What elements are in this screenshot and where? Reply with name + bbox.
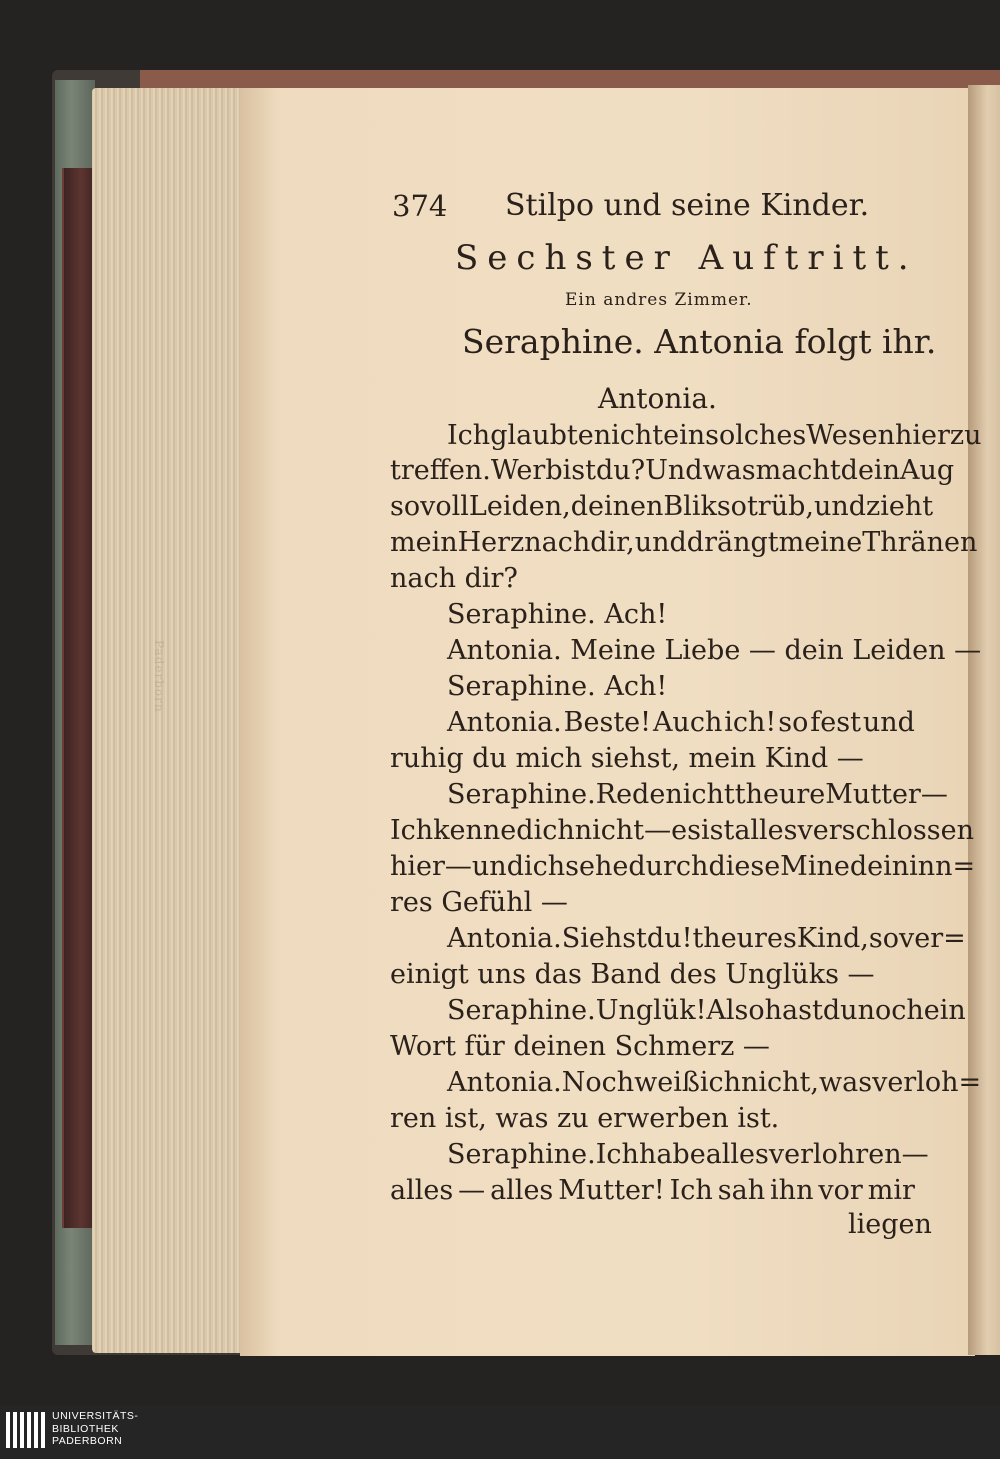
footer-bar — [0, 1405, 1000, 1459]
word: Und — [645, 455, 703, 486]
word: diese — [708, 851, 781, 882]
text-line: nach dir? — [390, 563, 518, 594]
word: und — [813, 491, 867, 522]
word: nach — [524, 527, 591, 558]
word: du? — [595, 455, 646, 486]
word: verschlossen — [797, 815, 974, 846]
word: sehe — [565, 851, 629, 882]
word: Ich — [447, 420, 491, 451]
text-line — [447, 1139, 929, 1171]
word: dich — [516, 815, 575, 846]
text-line — [390, 1175, 915, 1207]
word: ein — [923, 995, 966, 1026]
word: weiß — [634, 1067, 700, 1098]
word: nicht, — [741, 1067, 819, 1098]
word: alles — [390, 1175, 454, 1206]
word: du! — [646, 923, 693, 954]
scene-setting: Ein andres Zimmer. — [565, 290, 753, 310]
word: Unglük! — [595, 995, 707, 1026]
word: solches — [705, 420, 807, 451]
characters-line: Seraphine. Antonia folgt ihr. — [462, 322, 937, 361]
word: ich! — [724, 707, 777, 738]
text-line — [447, 1067, 982, 1099]
word: alles — [490, 1175, 554, 1206]
text-line — [390, 527, 978, 559]
text-line: ren ist, was zu erwerben ist. — [390, 1103, 780, 1134]
word: sah — [717, 1175, 766, 1206]
word: alles — [705, 1139, 769, 1170]
library-line-3: PADERBORN — [52, 1435, 123, 1447]
library-logo-icon — [6, 1410, 46, 1450]
word: Beste! — [563, 707, 651, 738]
word: kenne — [433, 815, 517, 846]
word: so — [868, 923, 899, 954]
word: dein — [849, 851, 910, 882]
word: und — [862, 707, 915, 738]
catchword: liegen — [848, 1209, 932, 1240]
text-line — [447, 995, 966, 1027]
word: ihn — [770, 1175, 814, 1206]
word: Auch — [652, 707, 723, 738]
word: es — [671, 815, 701, 846]
word: hier — [894, 420, 950, 451]
word: — — [444, 851, 472, 882]
word: so — [716, 491, 747, 522]
word: zu — [949, 420, 982, 451]
word: Mutter — [825, 779, 921, 810]
text-line — [390, 455, 955, 487]
word: — — [901, 1139, 929, 1170]
word: so — [778, 707, 809, 738]
word: Noch — [561, 1067, 635, 1098]
word: Siehst — [561, 923, 647, 954]
word: — — [644, 815, 672, 846]
word: ich — [699, 1067, 742, 1098]
word: so — [390, 491, 421, 522]
text-line — [390, 815, 974, 847]
word: zieht — [866, 491, 934, 522]
text-line — [390, 491, 934, 523]
word: durch — [628, 851, 709, 882]
word: voll — [420, 491, 469, 522]
word: mir — [867, 1175, 915, 1206]
word: Also — [706, 995, 765, 1026]
word: ver= — [899, 923, 966, 954]
text-line: ruhig du mich siehst, mein Kind — — [390, 743, 864, 774]
library-name — [52, 1410, 138, 1448]
word: und — [471, 851, 524, 882]
text-line: einigt uns das Band des Unglüks — — [390, 959, 875, 990]
word: Antonia. — [447, 707, 562, 738]
word: inn= — [909, 851, 976, 882]
word: dir, — [590, 527, 635, 558]
word: ein — [663, 420, 706, 451]
word: verloh= — [872, 1067, 982, 1098]
word: Mine — [780, 851, 850, 882]
spine-stamp: Paderborn — [152, 640, 166, 713]
word: Mutter! — [558, 1175, 665, 1206]
text-line: res Gefühl — — [390, 887, 568, 918]
word: hier — [390, 851, 445, 882]
running-head: Stilpo und seine Kinder. — [505, 188, 870, 223]
speaker-heading: Antonia. — [598, 382, 717, 415]
word: Wer — [490, 455, 546, 486]
text-line: Wort für deinen Schmerz — — [390, 1031, 770, 1062]
word: Ich — [669, 1175, 713, 1206]
word: Antonia. — [447, 923, 562, 954]
word: Leiden, — [468, 491, 571, 522]
word: habe — [638, 1139, 706, 1170]
text-line — [447, 420, 982, 452]
word: theure — [734, 779, 826, 810]
word: theures — [692, 923, 797, 954]
word: trüb, — [746, 491, 814, 522]
text-line — [447, 779, 948, 811]
text-line — [447, 707, 915, 739]
word: Aug — [899, 455, 955, 486]
word: noch — [857, 995, 924, 1026]
word: hast — [764, 995, 823, 1026]
text-line: Seraphine. Ach! — [447, 671, 668, 702]
word: nicht — [593, 420, 664, 451]
word: Herz — [457, 527, 525, 558]
word: Wesen — [806, 420, 895, 451]
text-line — [390, 851, 976, 883]
word: Ich — [390, 815, 434, 846]
word: Thränen — [862, 527, 978, 558]
word: Seraphine. — [447, 1139, 596, 1170]
word: du — [822, 995, 858, 1026]
word: Seraphine. — [447, 779, 596, 810]
word: vor — [818, 1175, 863, 1206]
word: glaubte — [490, 420, 594, 451]
word: Rede — [595, 779, 666, 810]
word: Seraphine. — [447, 995, 596, 1026]
word: dein — [840, 455, 900, 486]
word: was — [702, 455, 756, 486]
word: nicht — [574, 815, 645, 846]
word: bist — [545, 455, 596, 486]
text-line: Seraphine. Ach! — [447, 599, 668, 630]
word: alles — [734, 815, 798, 846]
word: — — [920, 779, 948, 810]
word: macht — [755, 455, 841, 486]
word: drängt — [686, 527, 779, 558]
word: fest — [810, 707, 861, 738]
word: deinen — [570, 491, 664, 522]
word: — — [458, 1175, 486, 1206]
library-line-2: BIBLIOTHEK — [52, 1422, 119, 1435]
word: Kind, — [796, 923, 869, 954]
word: verlohren — [768, 1139, 902, 1170]
word: Antonia. — [447, 1067, 562, 1098]
word: ich — [523, 851, 566, 882]
word: nicht — [665, 779, 735, 810]
word: ist — [700, 815, 735, 846]
word: Ich — [595, 1139, 639, 1170]
word: was — [819, 1067, 873, 1098]
word: und — [634, 527, 687, 558]
word: treffen. — [390, 455, 491, 486]
page-number: 374 — [392, 189, 448, 223]
text-line: Antonia. Meine Liebe — dein Leiden — — [447, 635, 982, 666]
word: Blik — [663, 491, 717, 522]
word: mein — [390, 527, 458, 558]
word: meine — [778, 527, 863, 558]
library-line-1: UNIVERSITÄTS- — [52, 1410, 139, 1422]
scene-title: Sechster Auftritt. — [455, 238, 918, 278]
text-line — [447, 923, 966, 955]
